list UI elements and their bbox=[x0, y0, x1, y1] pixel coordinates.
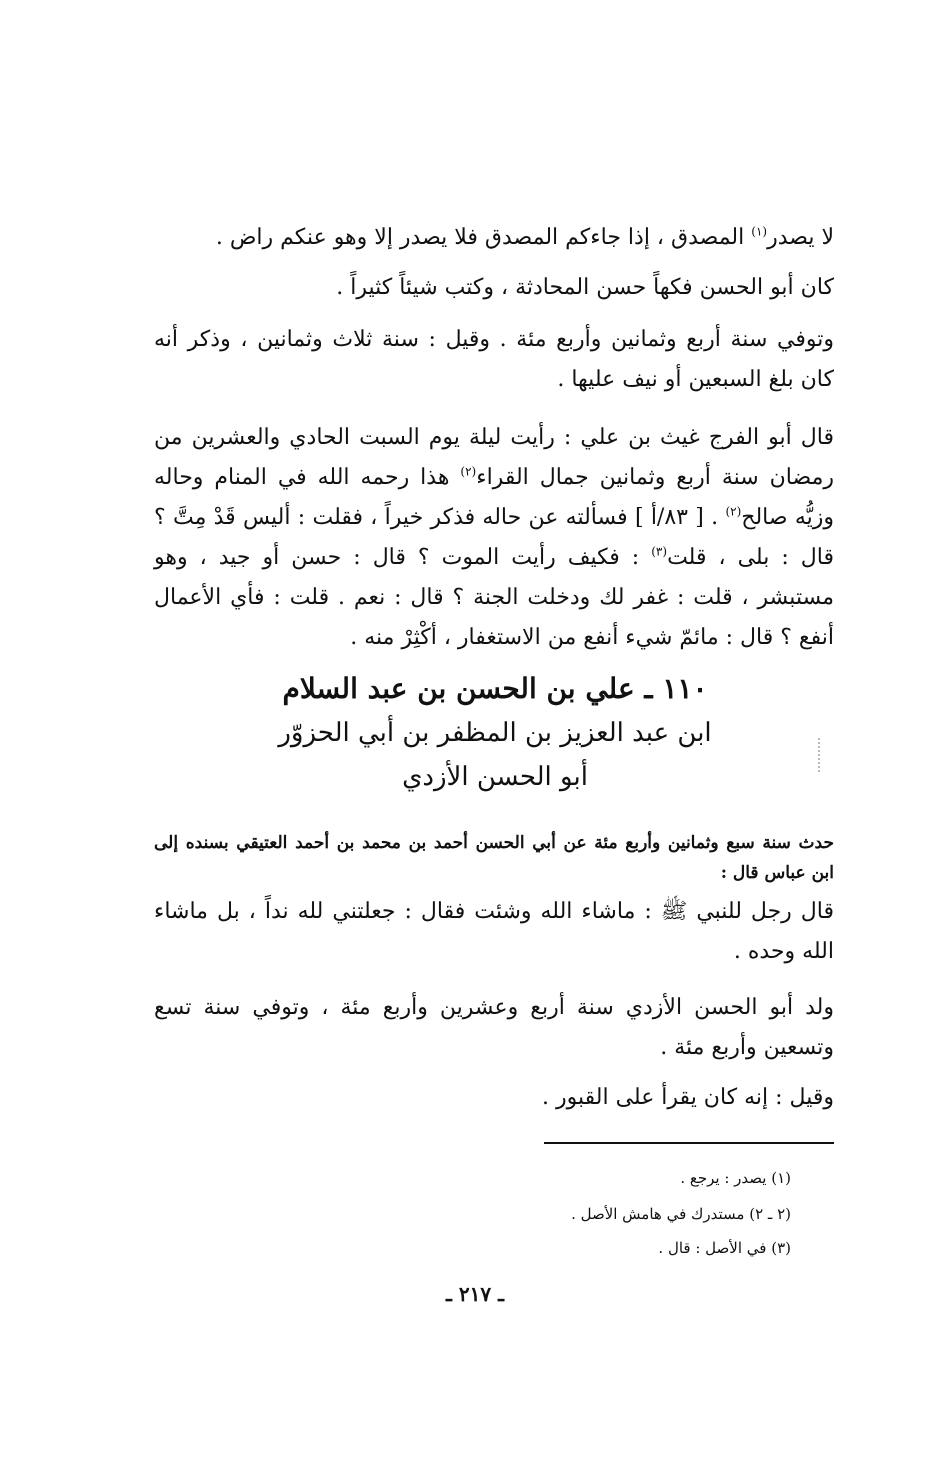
page-number: ـ ٢١٧ ـ bbox=[446, 1282, 504, 1306]
footnote-3: (٣) في الأصل : قال . bbox=[658, 1239, 791, 1257]
paragraph-4-part-c: . [ ٨٣/أ ] فسألته عن حاله فذكر خيراً ، فقلت : أليس قَدْ مِتَّ ؟ قال : بلى ، قلت bbox=[154, 505, 834, 570]
paragraph-1 bbox=[154, 218, 834, 258]
entry-paragraph-1: حدث سنة سبع وثمانين وأربع مئة عن أبي الحسن أحمد بن محمد بن أحمد العتيقي بسنده إلى ابن عباس قال : bbox=[154, 833, 834, 883]
footnote-ref-3: (٣) bbox=[651, 544, 668, 559]
footnote-1: (١) يصدر : يرجع . bbox=[680, 1169, 791, 1187]
paragraph-3: وتوفي سنة أربع وثمانين وأربع مئة . وقيل : سنة ثلاث وثمانين ، وذكر أنه كان بلغ السبعين أو نيف عليها . bbox=[154, 327, 834, 392]
entry-lineage: ابن عبد العزيز بن المظفر بن أبي الحزوّر bbox=[278, 718, 712, 748]
footnote-ref-2: (٢) bbox=[460, 464, 477, 479]
footnote-2: (٢ ـ ٢) مستدرك في هامش الأصل . bbox=[571, 1205, 791, 1223]
paragraph-2: كان أبو الحسن فكهاً حسن المحادثة ، وكتب شيئاً كثيراً . bbox=[336, 275, 834, 300]
footnote-ref-1: (١) bbox=[751, 224, 768, 239]
paragraph-1-start: لا يصدر bbox=[767, 225, 834, 250]
entry-kunya: أبو الحسن الأزدي bbox=[402, 762, 588, 792]
paragraph-1-rest: المصدق ، إذا جاءكم المصدق فلا يصدر إلا وهو عنكم راض . bbox=[215, 225, 752, 250]
paragraph-4 bbox=[154, 418, 834, 658]
paragraph-4-part-d: : فكيف رأيت الموت ؟ قال : حسن أو جيد ، وهو مستبشر ، قلت : غفر لك ودخلت الجنة ؟ قال : نعم . قلت : فأي الأعمال أنفع ؟ قال : مائمّ شيء أنفع من الاستغفار ، أكْثِرْ منه . bbox=[154, 545, 834, 650]
entry-paragraph-2: قال رجل للنبي ﷺ : ماشاء الله وشئت فقال : جعلتني لله نداً ، بل ماشاء الله وحده . bbox=[154, 899, 834, 964]
paragraph-4-part-a: قال أبو الفرج غيث بن علي : رأيت ليلة يوم السبت الحادي والعشرين من رمضان سنة أربع وثمانين جمال القراء bbox=[154, 425, 834, 490]
footnote-ref-2b: (٢) bbox=[725, 504, 742, 519]
footnote-divider bbox=[544, 1142, 834, 1144]
margin-dots bbox=[818, 738, 822, 772]
entry-paragraph-3: ولد أبو الحسن الأزدي سنة أربع وعشرين وأربع مئة ، وتوفي سنة تسع وتسعين وأربع مئة . bbox=[154, 995, 834, 1060]
entry-title: ١١٠ ـ علي بن الحسن بن عبد السلام bbox=[282, 672, 708, 705]
entry-paragraph-4: وقيل : إنه كان يقرأ على القبور . bbox=[542, 1085, 834, 1110]
paragraph-4-part-b: هذا رحمه الله في المنام وحاله وزيُّه صالح bbox=[154, 465, 835, 530]
